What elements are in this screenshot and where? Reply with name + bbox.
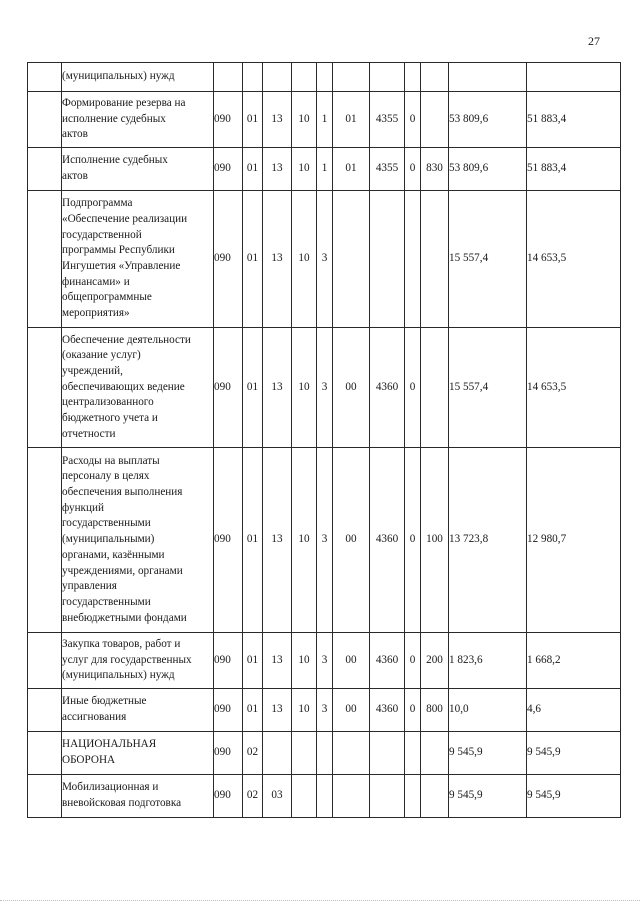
table-row (28, 689, 621, 732)
amount-actual-cell: 12 980,7 (527, 448, 621, 633)
index-cell (28, 63, 62, 92)
subsection-code-cell: 13 (263, 633, 292, 689)
subprogram-code-cell: 3 (317, 689, 333, 732)
ministry-code-cell: 090 (214, 689, 243, 732)
direction-suffix-cell (405, 63, 421, 92)
program-code-cell: 10 (292, 148, 317, 191)
direction-code-cell: 4355 (370, 148, 405, 191)
main-event-code-cell (333, 775, 370, 818)
item-name-cell: Исполнение судебных актов (62, 148, 214, 191)
program-code-cell: 10 (292, 633, 317, 689)
expense-type-cell (421, 732, 449, 775)
section-code-cell: 01 (243, 328, 263, 448)
table-row (28, 448, 621, 633)
subsection-code-cell: 13 (263, 328, 292, 448)
section-code-cell: 01 (243, 92, 263, 148)
section-code-cell: 01 (243, 689, 263, 732)
amount-actual-cell: 9 545,9 (527, 732, 621, 775)
item-name-cell: Мобилизационная и вневойсковая подготовка (62, 775, 214, 818)
direction-code-cell: 4360 (370, 689, 405, 732)
amount-actual-cell: 9 545,9 (527, 775, 621, 818)
index-cell (28, 732, 62, 775)
subprogram-code-cell: 3 (317, 328, 333, 448)
direction-code-cell: 4360 (370, 328, 405, 448)
index-cell (28, 689, 62, 732)
ministry-code-cell: 090 (214, 633, 243, 689)
index-cell (28, 191, 62, 328)
amount-actual-cell: 4,6 (527, 689, 621, 732)
item-name-cell: Расходы на выплаты персоналу в целях обеспечения выполнения функций государственными (муниципальными) органами, казёнными учреждениями, органами управления государственными внебюджетными фондами (62, 448, 214, 633)
ministry-code-cell: 090 (214, 448, 243, 633)
direction-suffix-cell: 0 (405, 328, 421, 448)
main-event-code-cell (333, 63, 370, 92)
expense-type-cell (421, 328, 449, 448)
expense-type-cell: 100 (421, 448, 449, 633)
amount-plan-cell: 9 545,9 (449, 775, 527, 818)
expense-type-cell (421, 775, 449, 818)
amount-actual-cell: 14 653,5 (527, 191, 621, 328)
program-code-cell: 10 (292, 328, 317, 448)
main-event-code-cell (333, 732, 370, 775)
expense-type-cell (421, 92, 449, 148)
amount-plan-cell: 53 809,6 (449, 92, 527, 148)
item-name-cell: НАЦИОНАЛЬНАЯ ОБОРОНА (62, 732, 214, 775)
budget-table (27, 62, 621, 818)
item-name-cell: Закупка товаров, работ и услуг для государственных (муниципальных) нужд (62, 633, 214, 689)
index-cell (28, 328, 62, 448)
subprogram-code-cell (317, 775, 333, 818)
expense-type-cell (421, 63, 449, 92)
ministry-code-cell: 090 (214, 191, 243, 328)
amount-plan-cell: 15 557,4 (449, 191, 527, 328)
program-code-cell (292, 732, 317, 775)
ministry-code-cell: 090 (214, 328, 243, 448)
direction-code-cell (370, 63, 405, 92)
subprogram-code-cell (317, 63, 333, 92)
amount-plan-cell (449, 63, 527, 92)
direction-code-cell: 4360 (370, 633, 405, 689)
program-code-cell (292, 775, 317, 818)
main-event-code-cell: 01 (333, 148, 370, 191)
table-row (28, 92, 621, 148)
item-name-cell: Формирование резерва на исполнение судебных актов (62, 92, 214, 148)
index-cell (28, 148, 62, 191)
table-row (28, 732, 621, 775)
section-code-cell: 01 (243, 448, 263, 633)
subprogram-code-cell (317, 732, 333, 775)
expense-type-cell: 200 (421, 633, 449, 689)
section-code-cell: 01 (243, 191, 263, 328)
index-cell (28, 775, 62, 818)
direction-suffix-cell (405, 775, 421, 818)
table-row (28, 191, 621, 328)
table-row (28, 775, 621, 818)
amount-actual-cell (527, 63, 621, 92)
direction-code-cell: 4355 (370, 92, 405, 148)
section-code-cell: 01 (243, 148, 263, 191)
amount-actual-cell: 51 883,4 (527, 92, 621, 148)
section-code-cell (243, 63, 263, 92)
subsection-code-cell: 13 (263, 689, 292, 732)
amount-plan-cell: 13 723,8 (449, 448, 527, 633)
direction-code-cell (370, 191, 405, 328)
item-name-cell: (муниципальных) нужд (62, 63, 214, 92)
subprogram-code-cell: 1 (317, 148, 333, 191)
subsection-code-cell (263, 63, 292, 92)
main-event-code-cell (333, 191, 370, 328)
direction-suffix-cell: 0 (405, 92, 421, 148)
amount-plan-cell: 53 809,6 (449, 148, 527, 191)
direction-suffix-cell (405, 191, 421, 328)
index-cell (28, 633, 62, 689)
main-event-code-cell: 00 (333, 689, 370, 732)
section-code-cell: 02 (243, 732, 263, 775)
direction-suffix-cell (405, 732, 421, 775)
subprogram-code-cell: 3 (317, 633, 333, 689)
subsection-code-cell: 03 (263, 775, 292, 818)
subprogram-code-cell: 3 (317, 448, 333, 633)
subsection-code-cell (263, 732, 292, 775)
item-name-cell: Иные бюджетные ассигнования (62, 689, 214, 732)
amount-plan-cell: 15 557,4 (449, 328, 527, 448)
index-cell (28, 448, 62, 633)
subprogram-code-cell: 3 (317, 191, 333, 328)
direction-suffix-cell: 0 (405, 633, 421, 689)
amount-plan-cell: 9 545,9 (449, 732, 527, 775)
main-event-code-cell: 00 (333, 448, 370, 633)
table-row (28, 328, 621, 448)
subprogram-code-cell: 1 (317, 92, 333, 148)
ministry-code-cell: 090 (214, 775, 243, 818)
index-cell (28, 92, 62, 148)
direction-suffix-cell: 0 (405, 148, 421, 191)
item-name-cell: Подпрограмма «Обеспечение реализации государственной программы Республики Ингушетия «Управление финансами» и общепрограммные мероприятия» (62, 191, 214, 328)
section-code-cell: 02 (243, 775, 263, 818)
subsection-code-cell: 13 (263, 148, 292, 191)
direction-code-cell: 4360 (370, 448, 405, 633)
table-row (28, 633, 621, 689)
program-code-cell (292, 63, 317, 92)
main-event-code-cell: 00 (333, 633, 370, 689)
section-code-cell: 01 (243, 633, 263, 689)
direction-code-cell (370, 775, 405, 818)
scan-artifact-line (0, 900, 640, 902)
direction-code-cell (370, 732, 405, 775)
amount-actual-cell: 51 883,4 (527, 148, 621, 191)
ministry-code-cell (214, 63, 243, 92)
program-code-cell: 10 (292, 92, 317, 148)
expense-type-cell: 800 (421, 689, 449, 732)
table-row (28, 63, 621, 92)
program-code-cell: 10 (292, 191, 317, 328)
subsection-code-cell: 13 (263, 92, 292, 148)
ministry-code-cell: 090 (214, 732, 243, 775)
subsection-code-cell: 13 (263, 448, 292, 633)
expense-type-cell: 830 (421, 148, 449, 191)
amount-actual-cell: 1 668,2 (527, 633, 621, 689)
ministry-code-cell: 090 (214, 92, 243, 148)
main-event-code-cell: 00 (333, 328, 370, 448)
main-event-code-cell: 01 (333, 92, 370, 148)
table-row (28, 148, 621, 191)
amount-actual-cell: 14 653,5 (527, 328, 621, 448)
expense-type-cell (421, 191, 449, 328)
item-name-cell: Обеспечение деятельности (оказание услуг) учреждений, обеспечивающих ведение централизованного бюджетного учета и отчетности (62, 328, 214, 448)
ministry-code-cell: 090 (214, 148, 243, 191)
direction-suffix-cell: 0 (405, 689, 421, 732)
program-code-cell: 10 (292, 448, 317, 633)
amount-plan-cell: 10,0 (449, 689, 527, 732)
amount-plan-cell: 1 823,6 (449, 633, 527, 689)
program-code-cell: 10 (292, 689, 317, 732)
page-number: 27 (588, 34, 600, 48)
direction-suffix-cell: 0 (405, 448, 421, 633)
subsection-code-cell: 13 (263, 191, 292, 328)
